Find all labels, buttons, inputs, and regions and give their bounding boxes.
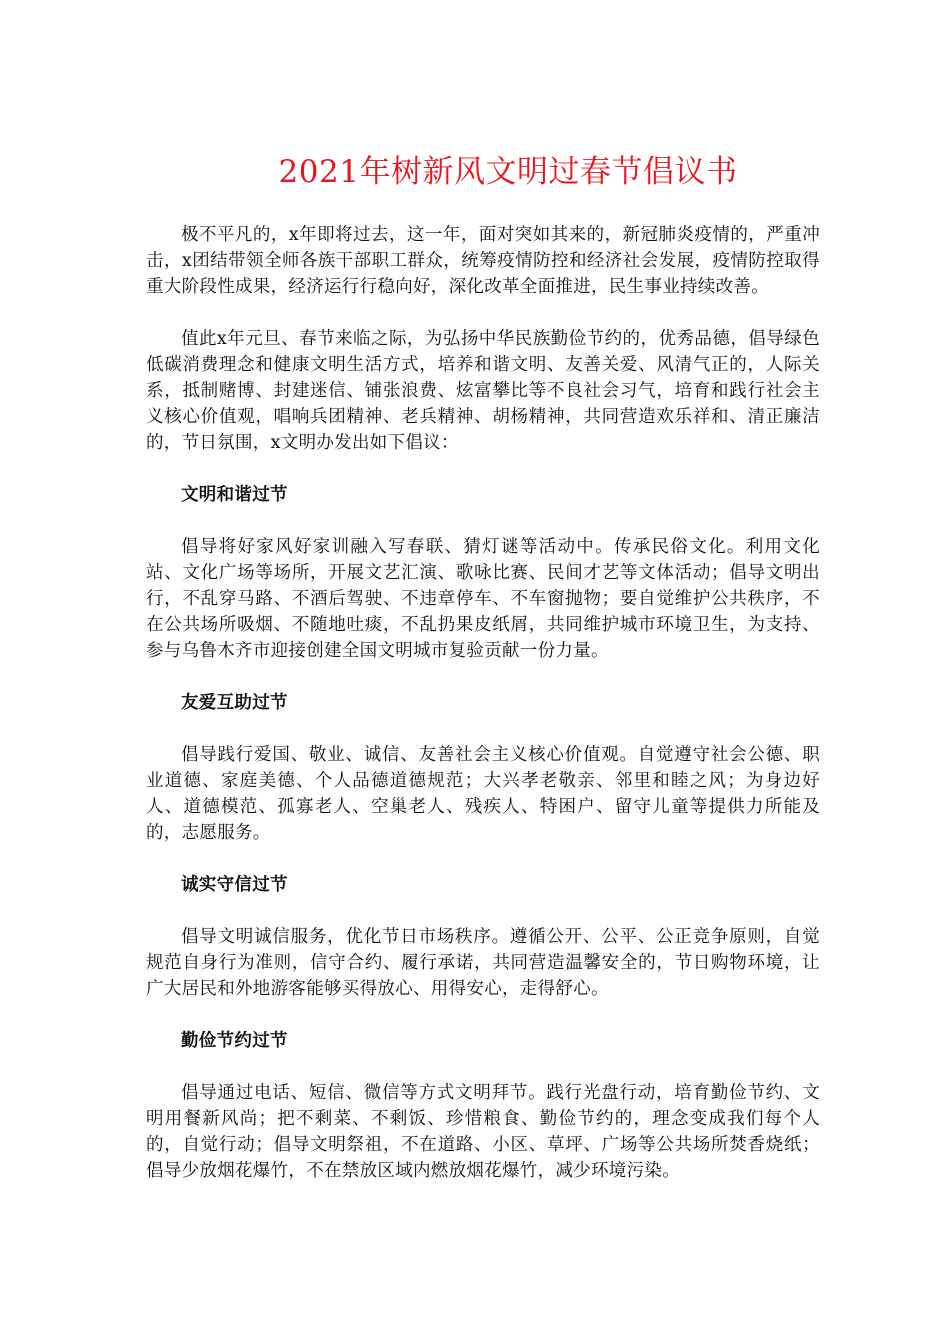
proposal-paragraph: 值此x年元旦、春节来临之际，为弘扬中华民族勤俭节约的，优秀品德，倡导绿色低碳消费理念和健康文明生活方式，培养和谐文明、友善关爱、风清气正的，人际关系，抵制赌博、封建迷信、铺张浪费、炫富攀比等不良社会习气，培育和践行社会主义核心价值观，唱响兵团精神、老兵精神、胡杨精神，共同营造欢乐祥和、清正廉洁的，节日氛围，x文明办发出如下倡议： <box>146 329 820 453</box>
section-text-integrity: 倡导文明诚信服务，优化节日市场秩序。遵循公开、公平、公正竞争原则，自觉规范自身行为准则，信守合约、履行承诺，共同营造温馨安全的，节日购物环境，让广大居民和外地游客能够买得放心、用得安心，走得舒心。 <box>146 927 820 999</box>
document-body <box>146 222 820 1210</box>
section-text-harmony: 倡导将好家风好家训融入写春联、猜灯谜等活动中。传承民俗文化。利用文化站、文化广场等场所，开展文艺汇演、歌咏比赛、民间才艺等文体活动；倡导文明出行，不乱穿马路、不酒后驾驶、不违章停车、不车窗抛物；要自觉维护公共秩序，不在公共场所吸烟、不随地吐痰，不乱扔果皮纸屑，共同维护城市环境卫生，为支持、参与乌鲁木齐市迎接创建全国文明城市复验贡献一份力量。 <box>146 537 820 661</box>
section-text-mutual-aid: 倡导践行爱国、敬业、诚信、友善社会主义核心价值观。自觉遵守社会公德、职业道德、家庭美德、个人品德道德规范；大兴孝老敬亲、邻里和睦之风；为身边好人、道德模范、孤寡老人、空巢老人、残疾人、特困户、留守儿童等提供力所能及的，志愿服务。 <box>146 745 820 843</box>
section-heading-frugality: 勤俭节约过节 <box>181 1031 288 1051</box>
section-heading-harmony: 文明和谐过节 <box>181 485 288 505</box>
section-text-frugality: 倡导通过电话、短信、微信等方式文明拜节。践行光盘行动，培育勤俭节约、文明用餐新风尚；把不剩菜、不剩饭、珍惜粮食、勤俭节约的，理念变成我们每个人的，自觉行动；倡导文明祭祖，不在道路、小区、草坪、广场等公共场所焚香烧纸；倡导少放烟花爆竹，不在禁放区域内燃放烟花爆竹，减少环境污染。 <box>146 1083 820 1181</box>
section-heading-mutual-aid: 友爱互助过节 <box>181 693 288 713</box>
intro-paragraph: 极不平凡的，x年即将过去，这一年，面对突如其来的，新冠肺炎疫情的，严重冲击，x团结带领全师各族干部职工群众，统筹疫情防控和经济社会发展，疫情防控取得重大阶段性成果，经济运行行稳向好，深化改革全面推进，民生事业持续改善。 <box>146 225 820 297</box>
document-title: 2021年树新风文明过春节倡议书 <box>278 154 738 190</box>
section-heading-integrity: 诚实守信过节 <box>181 875 288 895</box>
